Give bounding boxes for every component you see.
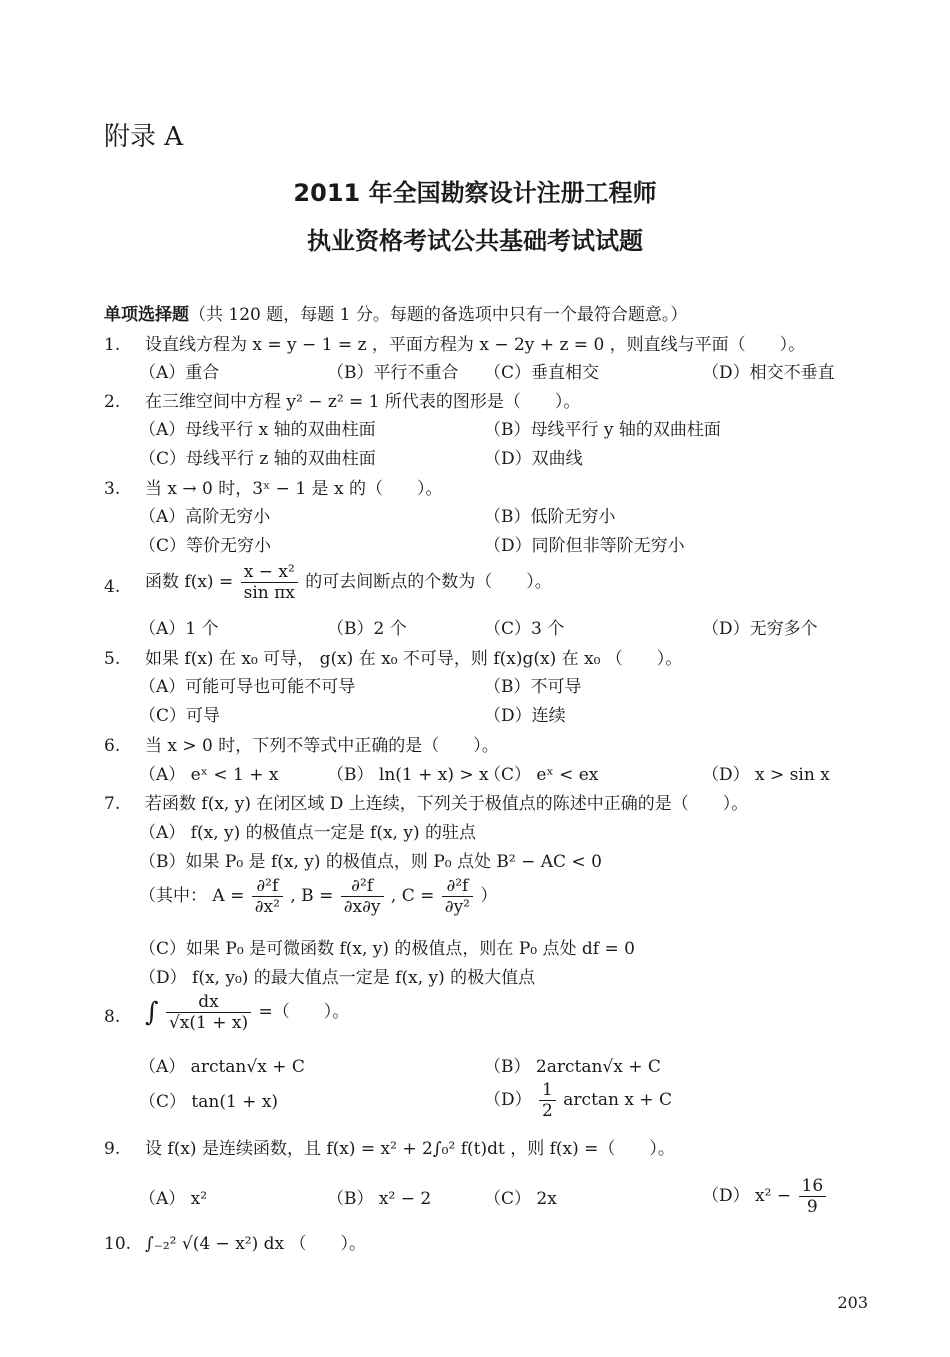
- option-b: （B）平行不重合: [327, 363, 459, 383]
- fraction: [166, 992, 251, 1033]
- option-d: （D）连续: [484, 706, 566, 726]
- question-number: 6.: [104, 736, 121, 756]
- question-stem: 若函数 f(x, y) 在闭区域 D 上连续，下列关于极值点的陈述中正确的是（ ）。: [145, 794, 749, 814]
- option-d: （D）双曲线: [484, 449, 583, 469]
- appendix-heading: 附录 A: [104, 122, 184, 152]
- option-b: （B）母线平行 y 轴的双曲柱面: [484, 420, 721, 440]
- page-number: 203: [837, 1293, 868, 1312]
- stem-prefix: 函数 f(x) =: [145, 572, 234, 592]
- option-d: （D） x > sin x: [702, 765, 830, 785]
- question-number: 2.: [104, 392, 121, 412]
- question-stem: 设直线方程为 x = y − 1 = z ，平面方程为 x − 2y + z = 0 ，则直线与平面（ ）。: [145, 335, 806, 355]
- note-prefix: （其中：: [139, 886, 207, 906]
- option-b: （B） 2arctan√x + C: [484, 1057, 661, 1077]
- numerator: ∂²f: [442, 876, 473, 897]
- option-a: （A） f(x, y) 的极值点一定是 f(x, y) 的驻点: [139, 823, 477, 843]
- page-title-line1: 2011 年全国勘察设计注册工程师: [293, 179, 657, 207]
- numerator: dx: [166, 992, 251, 1013]
- option-c: （C）等价无穷小: [139, 536, 272, 556]
- question-number: 3.: [104, 479, 121, 499]
- fraction: [799, 1176, 827, 1217]
- numerator: ∂²f: [252, 876, 283, 897]
- denominator: ∂y²: [444, 897, 470, 917]
- option-a: （A）母线平行 x 轴的双曲柱面: [139, 420, 376, 440]
- option-a: （A）1 个: [139, 619, 219, 639]
- question-stem: [145, 562, 552, 603]
- instructions-head: 单项选择题: [104, 305, 189, 325]
- question-stem: 当 x > 0 时，下列不等式中正确的是（ ）。: [145, 736, 499, 756]
- option-c: （C） eˣ < ex: [484, 765, 599, 785]
- option-a: （A） x²: [139, 1189, 208, 1209]
- question-number: 1.: [104, 335, 121, 355]
- denominator: ∂x∂y: [343, 897, 381, 917]
- numerator: x − x²: [241, 562, 298, 583]
- option-label: （D） x² −: [702, 1186, 792, 1206]
- question-number: 9.: [104, 1139, 121, 1159]
- question-stem: 设 f(x) 是连续函数，且 f(x) = x² + 2∫₀² f(t)dt ，则 f(x) =（ ）。: [145, 1139, 675, 1159]
- denominator: ∂x²: [254, 897, 280, 917]
- denominator: sin πx: [243, 583, 295, 603]
- option-b: （B） ln(1 + x) > x: [327, 765, 489, 785]
- option-c: （C） 2x: [484, 1189, 557, 1209]
- fraction-c: [442, 876, 473, 917]
- question-stem: ∫₋₂² √(4 − x²) dx （ ）。: [145, 1234, 367, 1254]
- integral-sign: ∫: [145, 997, 159, 1028]
- option-label: （D）: [484, 1090, 532, 1110]
- option-c: （C）母线平行 z 轴的双曲柱面: [139, 449, 376, 469]
- question-number: 8.: [104, 1007, 121, 1027]
- note-suffix: ）: [480, 886, 498, 906]
- stem-suffix: =（ ）。: [258, 1002, 350, 1022]
- option-b: （B） x² − 2: [327, 1189, 432, 1209]
- option-d: （D）相交不垂直: [702, 363, 835, 383]
- denominator: 9: [806, 1197, 818, 1217]
- option-d: [484, 1080, 672, 1121]
- fraction-a: [252, 876, 283, 917]
- question-stem: 当 x → 0 时，3ˣ − 1 是 x 的（ ）。: [145, 479, 443, 499]
- question-number: 7.: [104, 794, 121, 814]
- label-b: , B =: [290, 886, 334, 906]
- option-b: （B）不可导: [484, 677, 582, 697]
- option-c: （C）可导: [139, 706, 221, 726]
- option-a: （A）重合: [139, 363, 220, 383]
- option-d: （D）无穷多个: [702, 619, 818, 639]
- fraction: [241, 562, 298, 603]
- question-number: 5.: [104, 649, 121, 669]
- note-formula: [139, 876, 497, 917]
- option-b: （B）2 个: [327, 619, 407, 639]
- question-number: 4.: [104, 577, 121, 597]
- option-c: （C）3 个: [484, 619, 565, 639]
- option-d: （D） f(x, y₀) 的最大值点一定是 f(x, y) 的极大值点: [139, 968, 536, 988]
- numerator: ∂²f: [341, 876, 384, 897]
- option-a: （A）高阶无穷小: [139, 507, 271, 527]
- label-c: , C =: [390, 886, 435, 906]
- label-a: A =: [212, 886, 245, 906]
- numerator: 16: [799, 1176, 827, 1197]
- option-a: （A）可能可导也可能不可导: [139, 677, 356, 697]
- question-stem: 如果 f(x) 在 x₀ 可导， g(x) 在 x₀ 不可导，则 f(x)g(x) 在 x₀ （ ）。: [145, 649, 683, 669]
- instructions: [104, 304, 687, 326]
- stem-suffix: 的可去间断点的个数为（ ）。: [305, 572, 552, 592]
- instructions-text: （共 120 题，每题 1 分。每题的备选项中只有一个最符合题意。）: [189, 305, 688, 325]
- option-suffix: arctan x + C: [563, 1090, 673, 1110]
- fraction: [539, 1080, 556, 1121]
- question-stem: [145, 992, 349, 1033]
- option-c: （C）如果 P₀ 是可微函数 f(x, y) 的极值点，则在 P₀ 点处 df = 0: [139, 939, 635, 959]
- fraction-b: [341, 876, 384, 917]
- option-d: （D）同阶但非等阶无穷小: [484, 536, 685, 556]
- option-c: （C） tan(1 + x): [139, 1092, 279, 1112]
- question-stem: 在三维空间中方程 y² − z² = 1 所代表的图形是（ ）。: [145, 392, 581, 412]
- denominator: 2: [542, 1101, 553, 1121]
- denominator: √x(1 + x): [168, 1013, 249, 1033]
- question-number: 10.: [104, 1234, 132, 1254]
- option-b: （B）低阶无穷小: [484, 507, 616, 527]
- option-a: （A） arctan√x + C: [139, 1057, 305, 1077]
- numerator: 1: [539, 1080, 556, 1101]
- option-a: （A） eˣ < 1 + x: [139, 765, 279, 785]
- option-d: [702, 1176, 828, 1217]
- option-b: （B）如果 P₀ 是 f(x, y) 的极值点，则 P₀ 点处 B² − AC < 0: [139, 852, 602, 872]
- option-c: （C）垂直相交: [484, 363, 600, 383]
- page-title-line2: 执业资格考试公共基础考试试题: [307, 227, 643, 255]
